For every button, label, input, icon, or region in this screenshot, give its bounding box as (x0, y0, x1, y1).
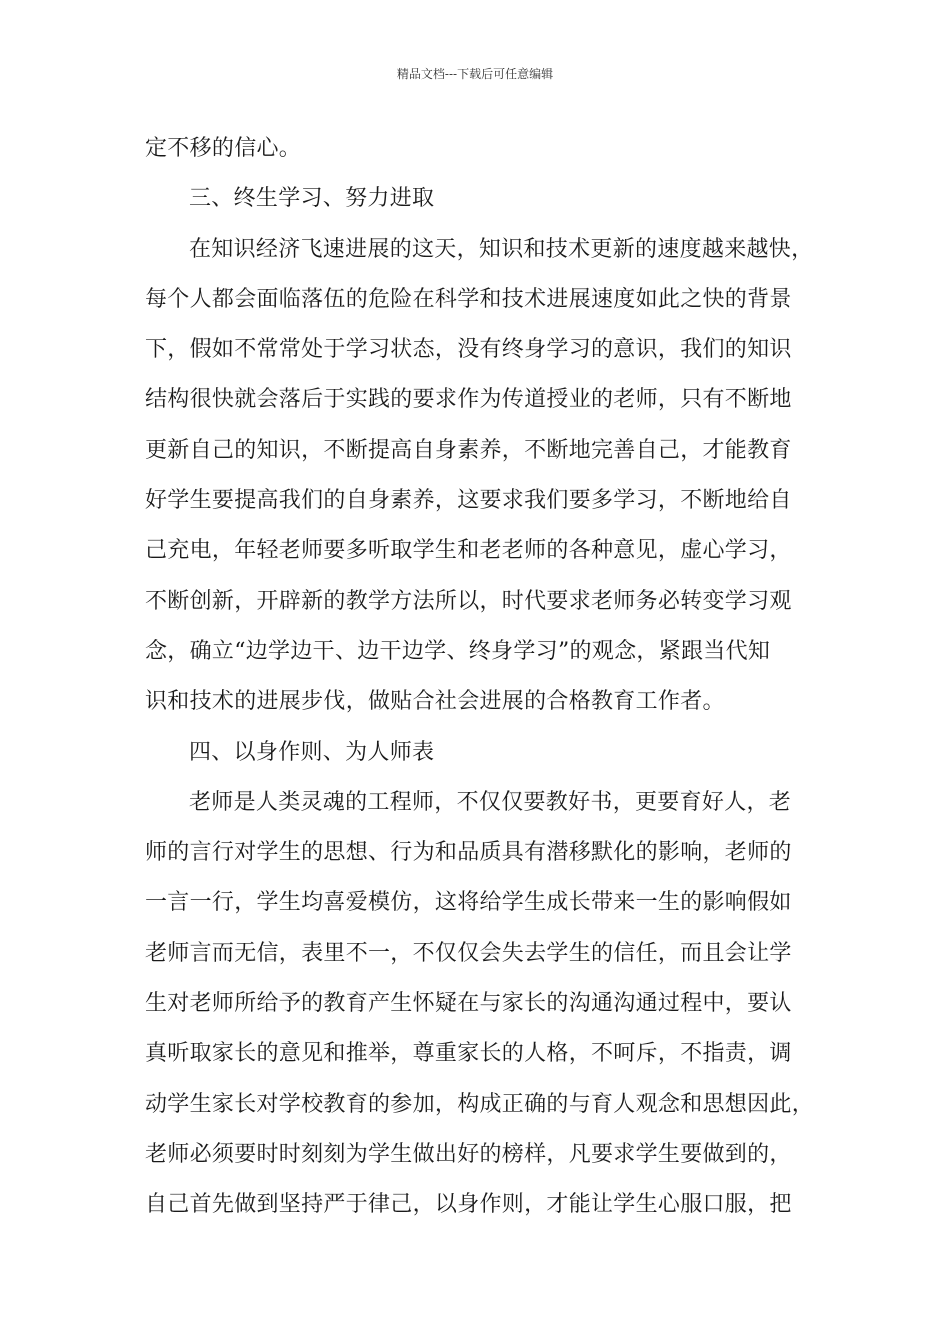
text-line: 念，确立“边学边干、边干边学、终身学习”的观念，紧跟当代知 (145, 638, 771, 664)
text-line: 一言一行，学生均喜爱模仿，这将给学生成长带来一生的影响假如 (145, 890, 792, 916)
text-line: 在知识经济飞速进展的这天，知识和技术更新的速度越来越快， (189, 236, 814, 262)
text-line: 定不移的信心。 (145, 136, 302, 161)
document-body (145, 124, 815, 1231)
text-line: 己充电，年轻老师要多听取学生和老老师的各种意见，虚心学习， (145, 538, 792, 564)
text-line: 每个人都会面临落伍的危险在科学和技术进展速度如此之快的背景 (145, 286, 792, 312)
text-line: 生对老师所给予的教育产生怀疑在与家长的沟通沟通过程中，要认 (145, 991, 792, 1017)
text-line: 师的言行对学生的思想、行为和品质具有潜移默化的影响，老师的 (145, 840, 792, 866)
text-line: 不断创新，开辟新的教学方法所以，时代要求老师务必转变学习观 (145, 588, 792, 614)
page-header: 精品文档---下载后可任意编辑 (396, 67, 554, 81)
section-heading: 三、终生学习、努力进取 (189, 186, 435, 212)
text-line: 动学生家长对学校教育的参加，构成正确的与育人观念和思想因此， (145, 1091, 815, 1117)
text-line: 下，假如不常常处于学习状态，没有终身学习的意识，我们的知识 (145, 337, 792, 363)
section-heading: 四、以身作则、为人师表 (189, 739, 435, 765)
text-line: 老师言而无信，表里不一，不仅仅会失去学生的信任，而且会让学 (145, 940, 792, 966)
text-line: 老师必须要时时刻刻为学生做出好的榜样，凡要求学生要做到的， (145, 1141, 792, 1167)
text-line: 好学生要提高我们的自身素养，这要求我们要多学习，不断地给自 (145, 488, 792, 514)
text-line: 老师是人类灵魂的工程师，不仅仅要教好书，更要育好人，老 (189, 789, 792, 815)
text-line: 识和技术的进展步伐，做贴合社会进展的合格教育工作者。 (145, 689, 725, 715)
text-line: 结构很快就会落后于实践的要求作为传道授业的老师，只有不断地 (145, 387, 792, 413)
text-line: 真听取家长的意见和推举，尊重家长的人格，不呵斥，不指责，调 (145, 1041, 792, 1067)
text-line: 自己首先做到坚持严于律己，以身作则，才能让学生心服口服，把 (145, 1192, 792, 1218)
text-line: 更新自己的知识，不断提高自身素养，不断地完善自己，才能教育 (145, 437, 792, 463)
